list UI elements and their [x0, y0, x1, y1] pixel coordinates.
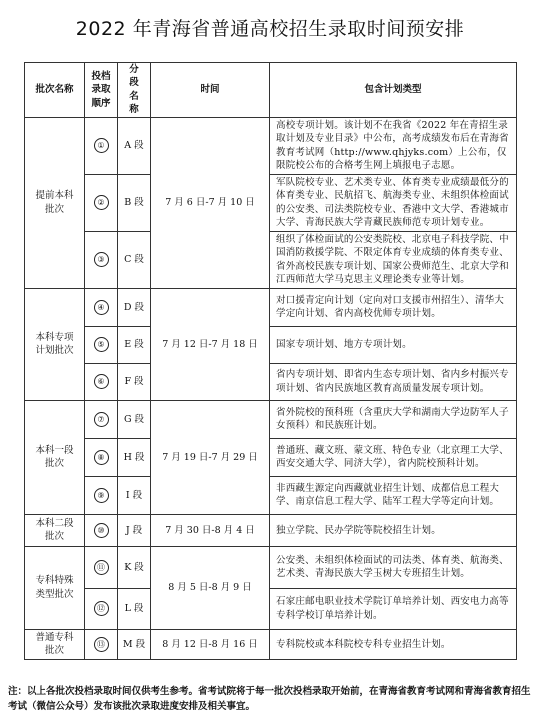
order-cell — [85, 400, 118, 438]
order-cell — [85, 514, 118, 546]
time-cell: 7 月 19 日-7 月 29 日 — [151, 400, 270, 514]
plan-cell: 专科院校或本科院校专科专业招生计划。 — [270, 629, 517, 659]
order-cell — [85, 588, 118, 629]
table-row — [25, 288, 517, 326]
header-row — [25, 63, 517, 118]
segment-cell: L 段 — [118, 588, 151, 629]
segment-cell: F 段 — [118, 363, 151, 400]
table-row — [25, 231, 517, 288]
segment-cell: H 段 — [118, 438, 151, 476]
header-time: 时间 — [151, 63, 270, 118]
segment-cell: M 段 — [118, 629, 151, 659]
plan-cell: 高校专项计划。该计划不在我省《2022 年在青招生录取计划及专业目录》中公布，高考成绩发布后在青海省教育考试网（http://www.qhjyks.com）上公布，仅限院校公布的合格考生网上填报电子志愿。 — [270, 117, 517, 174]
order-badge: ① — [94, 138, 109, 153]
order-badge: ⑧ — [94, 450, 109, 465]
order-badge: ⑦ — [94, 412, 109, 427]
table-row — [25, 588, 517, 629]
batch-name: 本科二段批次 — [25, 514, 85, 546]
table-row — [25, 546, 517, 588]
time-cell: 7 月 12 日-7 月 18 日 — [151, 288, 270, 400]
table-row — [25, 326, 517, 363]
table-row — [25, 174, 517, 231]
page-title: 2022 年青海省普通高校招生录取时间预安排 — [75, 18, 465, 40]
plan-cell: 军队院校专业、艺术类专业、体育类专业成绩最低分的体育类专业、民航招飞、航海类专业、未组织体检面试的公安类、司法类院校专业、香港中文大学、香港城市大学、青海民族大学青藏民族师范专项计划专业。 — [270, 174, 517, 231]
segment-cell: G 段 — [118, 400, 151, 438]
schedule-table — [24, 62, 517, 660]
order-cell — [85, 288, 118, 326]
time-cell: 7 月 6 日-7 月 10 日 — [151, 117, 270, 288]
segment-cell: I 段 — [118, 476, 151, 514]
table-row — [25, 400, 517, 438]
table-row — [25, 514, 517, 546]
order-badge: ⑥ — [94, 374, 109, 389]
order-cell — [85, 546, 118, 588]
plan-cell: 对口援青定向计划（定向对口支援市州招生）、清华大学定向计划、省内高校优师专项计划。 — [270, 288, 517, 326]
plan-cell: 省内专项计划、即省内生态专项计划、省内乡村振兴专项计划、省内民族地区教育高质量发展专项计划。 — [270, 363, 517, 400]
order-cell — [85, 174, 118, 231]
header-order: 投档录取顺序 — [85, 63, 118, 118]
batch-name: 本科一段批次 — [25, 400, 85, 514]
plan-cell: 石家庄邮电职业技术学院订单培养计划、西安电力高等专科学校订单培养计划。 — [270, 588, 517, 629]
plan-cell: 国家专项计划、地方专项计划。 — [270, 326, 517, 363]
order-badge: ③ — [94, 252, 109, 267]
plan-cell: 省外院校的预科班（含重庆大学和湖南大学边防军人子女预科）和民族班计划。 — [270, 400, 517, 438]
batch-name: 专科特殊类型批次 — [25, 546, 85, 629]
order-cell — [85, 326, 118, 363]
header-segment: 分段名称 — [118, 63, 151, 118]
time-cell: 8 月 12 日-8 月 16 日 — [151, 629, 270, 659]
order-cell — [85, 363, 118, 400]
plan-cell: 普通班、藏文班、蒙文班、特色专业（北京理工大学、西安交通大学、同济大学），省内院校预科计划。 — [270, 438, 517, 476]
segment-cell: A 段 — [118, 117, 151, 174]
order-badge: ⑪ — [94, 560, 109, 575]
table-row — [25, 117, 517, 174]
segment-cell: C 段 — [118, 231, 151, 288]
segment-cell: B 段 — [118, 174, 151, 231]
table-row — [25, 363, 517, 400]
segment-cell: D 段 — [118, 288, 151, 326]
table-row — [25, 476, 517, 514]
order-badge: ⑨ — [94, 488, 109, 503]
order-badge: ④ — [94, 300, 109, 315]
time-cell: 8 月 5 日-8 月 9 日 — [151, 546, 270, 629]
order-badge: ② — [94, 195, 109, 210]
table-row — [25, 438, 517, 476]
header-batch: 批次名称 — [25, 63, 85, 118]
order-cell — [85, 476, 118, 514]
time-cell: 7 月 30 日-8 月 4 日 — [151, 514, 270, 546]
segment-cell: J 段 — [118, 514, 151, 546]
plan-cell: 独立学院、民办学院等院校招生计划。 — [270, 514, 517, 546]
plan-cell: 组织了体检面试的公安类院校、北京电子科技学院、中国消防救援学院、不限定体育专业成绩的体育类专业、省外高校民族专项计划、国家公费师范生、北京大学和江西师范大学马克思主义理论类专业等计划。 — [270, 231, 517, 288]
footnote: 注：以上各批次投档录取时间仅供考生参考。省考试院将于每一批次投档录取开始前，在青海省教育考试网和青海省教育招生考试（微信公众号）发布该批次录取进度安排及相关事宜。 — [8, 686, 531, 712]
segment-cell: K 段 — [118, 546, 151, 588]
order-badge: ⑩ — [94, 523, 109, 538]
order-cell — [85, 438, 118, 476]
order-cell — [85, 231, 118, 288]
plan-cell: 非西藏生源定向西藏就业招生计划、成都信息工程大学、南京信息工程大学、陆军工程大学等定向计划。 — [270, 476, 517, 514]
order-badge: ⑤ — [94, 337, 109, 352]
batch-name: 提前本科批次 — [25, 117, 85, 288]
order-badge: ⑬ — [94, 637, 109, 652]
order-badge: ⑫ — [94, 601, 109, 616]
table-row — [25, 629, 517, 659]
segment-cell: E 段 — [118, 326, 151, 363]
order-cell — [85, 629, 118, 659]
batch-name: 普通专科批次 — [25, 629, 85, 659]
header-plans: 包含计划类型 — [270, 63, 517, 118]
order-cell — [85, 117, 118, 174]
plan-cell: 公安类、未组织体检面试的司法类、体育类、航海类、艺术类、青海民族大学玉树大专班招生计划。 — [270, 546, 517, 588]
batch-name: 本科专项计划批次 — [25, 288, 85, 400]
